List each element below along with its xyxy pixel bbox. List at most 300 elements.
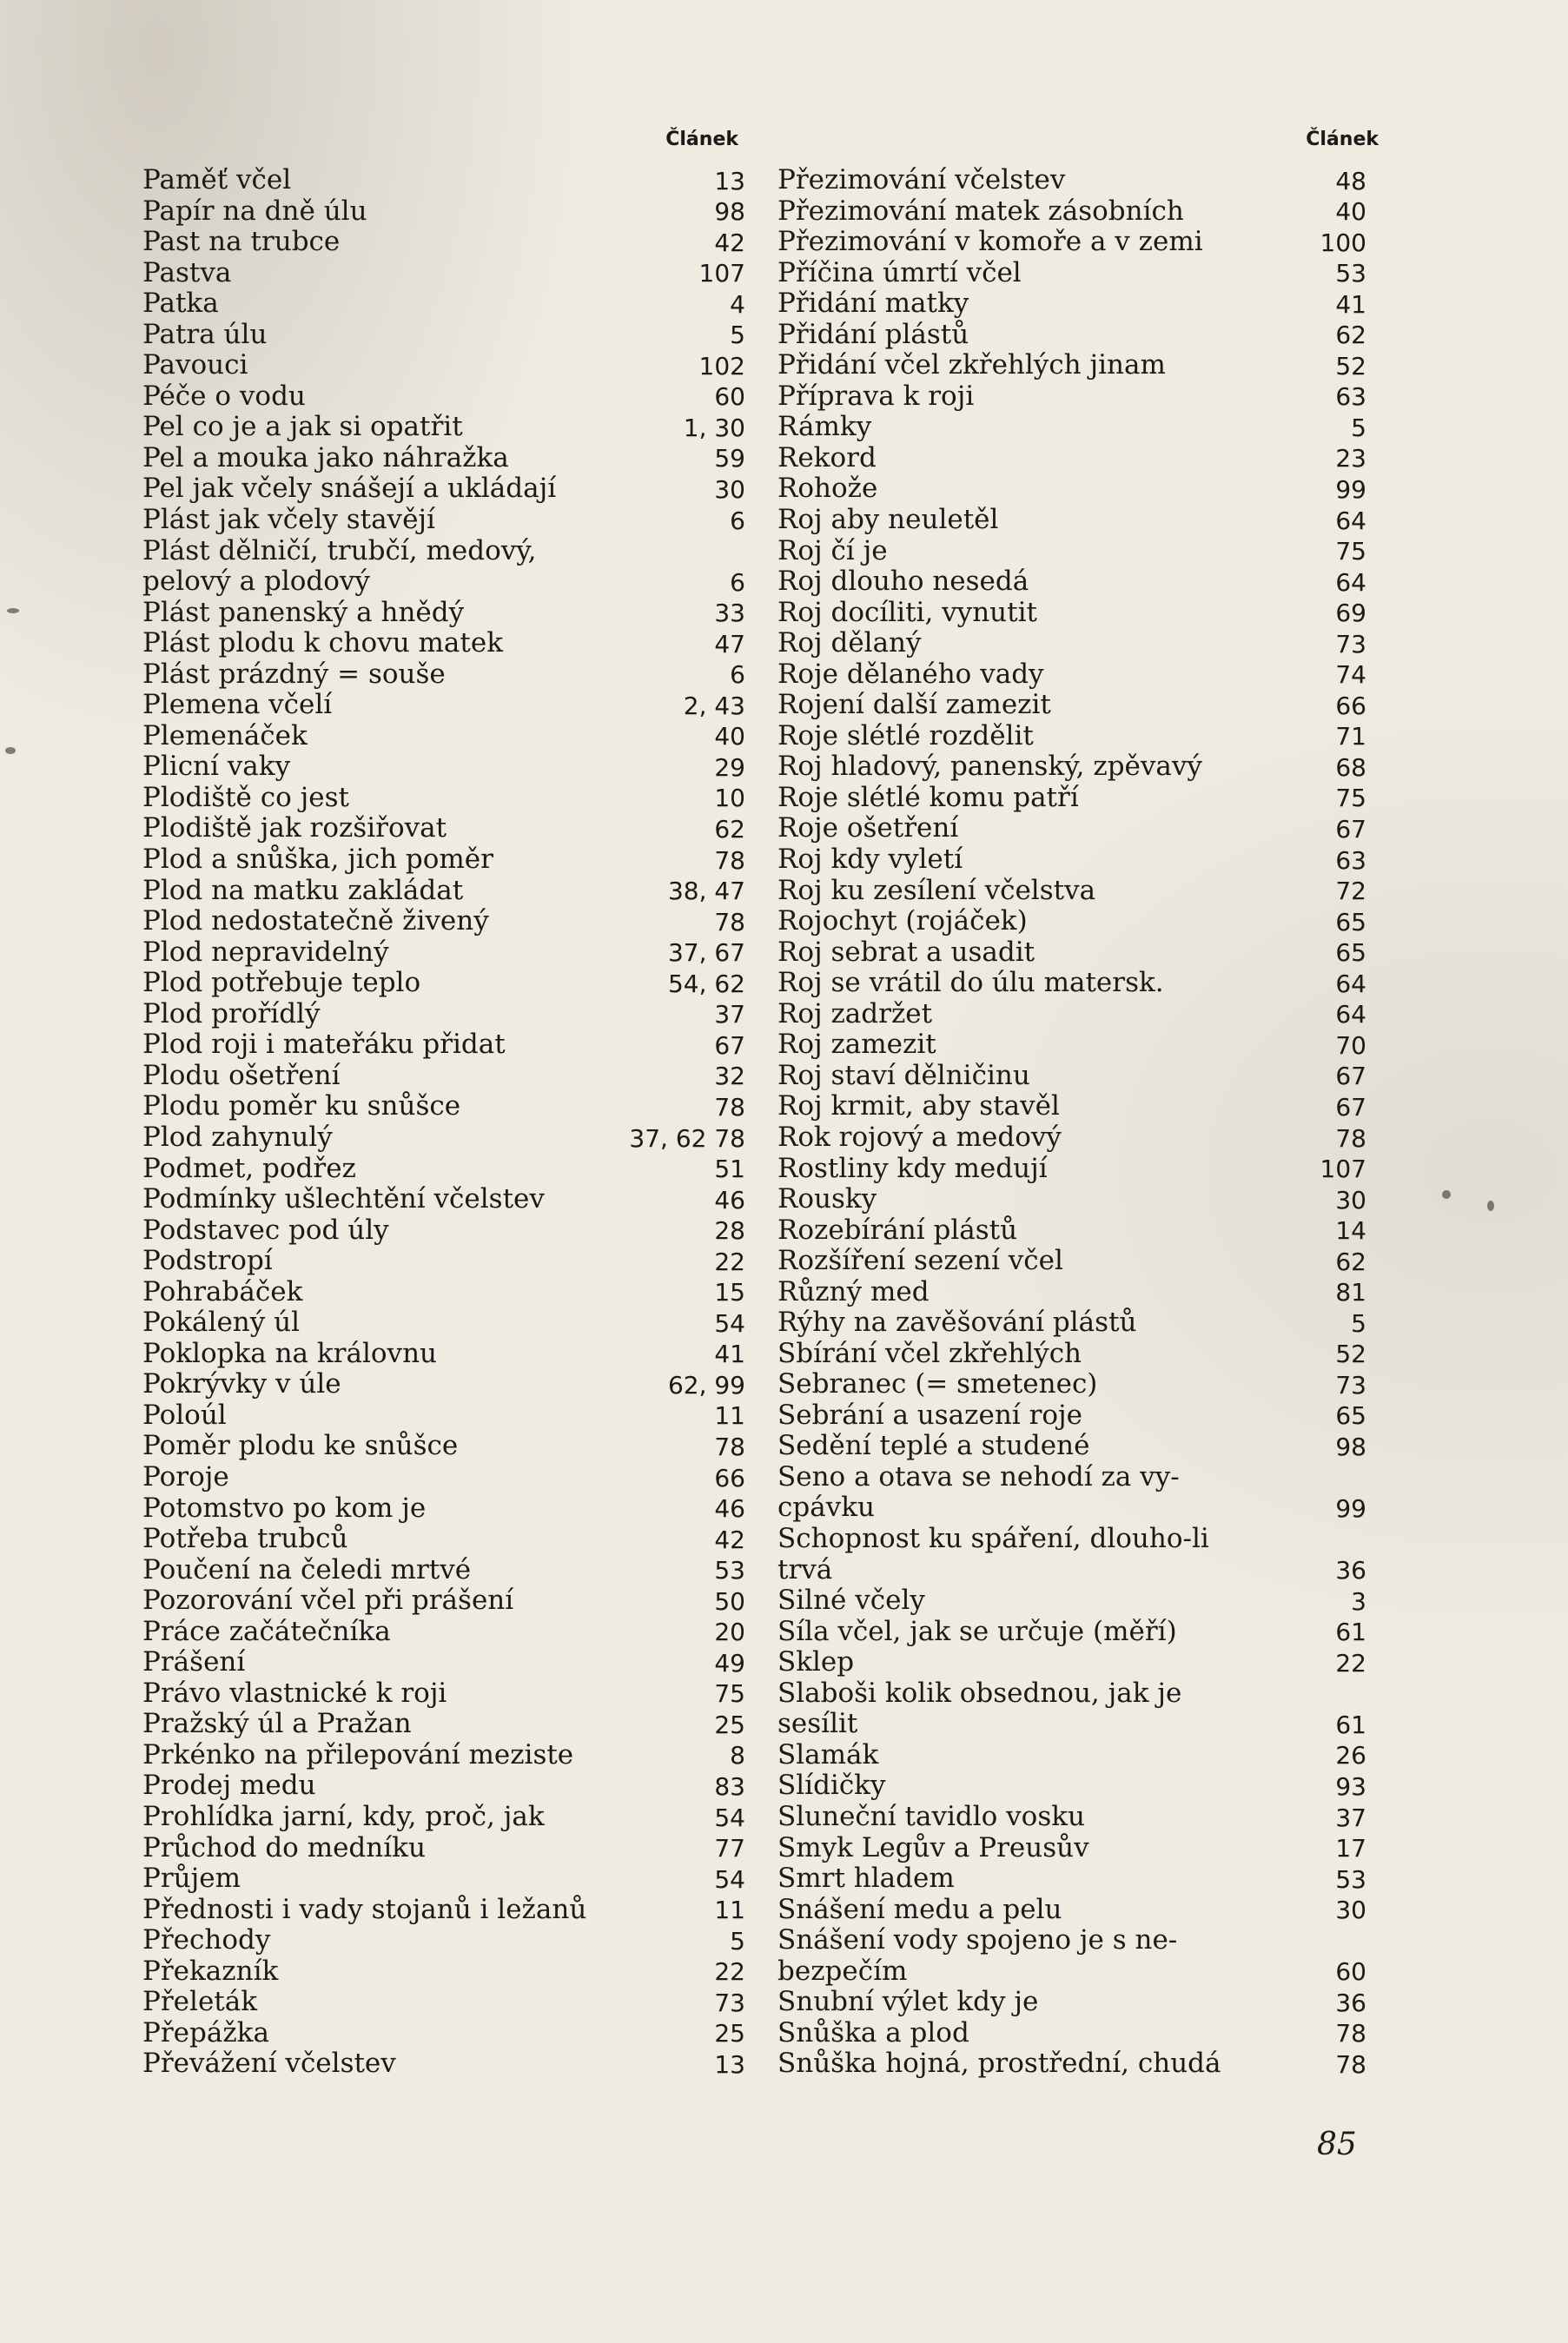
index-entry [777, 196, 1366, 228]
entry-term: Sklep [777, 1646, 855, 1678]
index-entry [142, 628, 745, 659]
entry-article-number: 48 [1335, 166, 1366, 195]
index-entry [777, 1184, 1366, 1215]
entry-term: Rousky [777, 1183, 877, 1215]
index-entry [777, 721, 1366, 752]
entry-article-number: 42 [714, 1525, 745, 1554]
entry-article-number: 59 [714, 444, 745, 473]
ink-smudge [1487, 1201, 1494, 1211]
entry-term: Rojochyt (rojáček) [777, 905, 1028, 937]
entry-article-number: 32 [714, 1062, 745, 1091]
entry-term: Slídičky [777, 1770, 886, 1802]
entry-article-number: 67 [1335, 1062, 1366, 1091]
entry-term: Snůška hojná, prostřední, chudá [777, 2048, 1221, 2080]
entry-article-number: 98 [714, 197, 745, 227]
entry-term: Roj krmit, aby stavěl [777, 1090, 1060, 1122]
entry-term: Rámky [777, 411, 872, 443]
entry-article-number: 52 [1335, 351, 1366, 381]
index-entry [777, 598, 1366, 629]
entry-term: Pokrývky v úle [142, 1368, 341, 1400]
index-entry [777, 876, 1366, 907]
entry-term: Pel co je a jak si opatřit [142, 411, 463, 443]
entry-article-number: 73 [1335, 629, 1366, 659]
index-entry [142, 1833, 745, 1864]
index-entry [142, 1956, 745, 1988]
index-entry [142, 844, 745, 876]
index-entry [777, 381, 1366, 413]
entry-article-number: 17 [1335, 1834, 1366, 1863]
entry-article-number: 78 [1335, 2049, 1366, 2079]
entry-term: Schopnost ku spáření, dlouho-li trvá [777, 1523, 1209, 1585]
index-entry [777, 2048, 1366, 2080]
entry-term: Plemenáček [142, 719, 308, 751]
index-entry [777, 288, 1366, 320]
entry-article-number: 40 [1335, 197, 1366, 227]
entry-term: Slaboši kolik obsednou, jak je sesílit [777, 1677, 1182, 1740]
entry-article-number: 67 [714, 1030, 745, 1060]
index-entry [142, 1061, 745, 1092]
index-entry [142, 598, 745, 629]
index-entry [142, 999, 745, 1030]
entry-article-number: 99 [1335, 475, 1366, 505]
entry-term: Podstavec pod úly [142, 1214, 389, 1246]
entry-article-number: 72 [1335, 877, 1366, 906]
entry-article-number: 78 [714, 845, 745, 875]
index-entry [777, 1524, 1366, 1585]
index-entry [777, 350, 1366, 381]
index-entry [142, 1246, 745, 1277]
entry-term: Roje slétlé komu patří [777, 781, 1079, 813]
entry-term: Plást plodu k chovu matek [142, 627, 503, 659]
index-entry [777, 566, 1366, 598]
entry-article-number: 30 [1335, 1896, 1366, 1925]
entry-article-number: 53 [714, 1556, 745, 1585]
index-entry [777, 844, 1366, 876]
entry-article-number: 54 [714, 1864, 745, 1894]
entry-term: Poučení na čeledi mrtvé [142, 1553, 472, 1585]
entry-article-number: 2, 43 [683, 691, 745, 720]
index-entry [142, 1369, 745, 1400]
index-entry [142, 1029, 745, 1061]
entry-article-number: 53 [1335, 259, 1366, 288]
entry-term: Prohlídka jarní, kdy, proč, jak [142, 1800, 545, 1832]
entry-article-number: 20 [714, 1618, 745, 1647]
entry-article-number: 37 [714, 1000, 745, 1029]
entry-article-number: 14 [1335, 1216, 1366, 1246]
index-entry [777, 1678, 1366, 1740]
index-entry [777, 1863, 1366, 1895]
entry-term: Překazník [142, 1955, 279, 1987]
entry-term: Průchod do medníku [142, 1831, 426, 1863]
index-entry [142, 1184, 745, 1215]
entry-article-number: 46 [714, 1185, 745, 1215]
entry-term: Roj sebrat a usadit [777, 936, 1035, 968]
entry-term: Přeleták [142, 1986, 258, 2018]
entry-article-number: 11 [714, 1401, 745, 1431]
entry-article-number: 37, 62 78 [629, 1123, 745, 1153]
entry-article-number: 41 [1335, 289, 1366, 319]
entry-article-number: 33 [714, 599, 745, 628]
entry-article-number: 54 [714, 1308, 745, 1338]
entry-term: Paměť včel [142, 164, 292, 195]
index-entry [142, 196, 745, 228]
entry-term: Sluneční tavidlo vosku [777, 1800, 1086, 1832]
index-entry [777, 1987, 1366, 2018]
entry-article-number: 50 [714, 1586, 745, 1616]
entry-article-number: 99 [1335, 1494, 1366, 1524]
entry-term: Pastva [142, 256, 232, 288]
entry-list [777, 165, 1366, 2080]
entry-article-number: 98 [1335, 1432, 1366, 1461]
entry-article-number: 54, 62 [667, 969, 745, 998]
index-entry [777, 937, 1366, 969]
index-entry [777, 165, 1366, 196]
entry-article-number: 78 [714, 1092, 745, 1122]
index-entry [777, 628, 1366, 659]
entry-article-number: 65 [1335, 1401, 1366, 1431]
entry-article-number: 63 [1335, 382, 1366, 412]
index-entry [142, 258, 745, 289]
entry-article-number: 36 [1335, 1988, 1366, 2017]
entry-article-number: 66 [1335, 691, 1366, 720]
entry-term: Roje slétlé rozdělit [777, 719, 1034, 751]
entry-article-number: 77 [714, 1834, 745, 1863]
entry-article-number: 67 [1335, 815, 1366, 844]
entry-article-number: 51 [714, 1155, 745, 1184]
entry-term: Patra úlu [142, 318, 268, 350]
entry-term: Pel a mouka jako náhražka [142, 441, 509, 473]
entry-term: Plodiště co jest [142, 781, 349, 813]
entry-article-number: 46 [714, 1494, 745, 1524]
index-entry [777, 1061, 1366, 1092]
entry-term: Sebranec (= smetenec) [777, 1368, 1098, 1400]
index-entry [777, 1617, 1366, 1648]
entry-term: Podmet, podřez [142, 1152, 356, 1184]
entry-term: Poroje [142, 1460, 229, 1493]
entry-article-number: 74 [1335, 660, 1366, 690]
entry-term: Roj docíliti, vynutit [777, 596, 1037, 628]
entry-term: Smyk Legův a Preusův [777, 1831, 1089, 1863]
entry-term: Roj aby neuletěl [777, 504, 999, 536]
entry-article-number: 26 [1335, 1741, 1366, 1770]
entry-term: Seno a otava se nehodí za vy- cpávku [777, 1460, 1180, 1524]
entry-article-number: 5 [1351, 413, 1366, 442]
entry-term: Příčina úmrtí včel [777, 256, 1022, 288]
index-entry [142, 2048, 745, 2080]
entry-term: Rozebírání plástů [777, 1214, 1018, 1246]
entry-term: Roje dělaného vady [777, 658, 1044, 690]
entry-term: Roj zamezit [777, 1029, 936, 1061]
entry-article-number: 30 [1335, 1185, 1366, 1215]
index-entry [777, 999, 1366, 1030]
entry-article-number: 65 [1335, 907, 1366, 937]
entry-term: Potomstvo po kom je [142, 1492, 427, 1524]
entry-article-number: 75 [1335, 784, 1366, 813]
entry-term: Roj kdy vyletí [777, 844, 963, 876]
entry-article-number: 65 [1335, 938, 1366, 968]
entry-article-number: 66 [714, 1463, 745, 1493]
entry-term: Snubní výlet kdy je [777, 1986, 1039, 2018]
index-entry [777, 968, 1366, 999]
entry-article-number: 25 [714, 1710, 745, 1739]
entry-term: Rok rojový a medový [777, 1121, 1062, 1153]
entry-term: Přidání matky [777, 288, 969, 320]
entry-term: Papír na dně úlu [142, 195, 367, 227]
entry-term: Přidání plástů [777, 318, 969, 350]
entry-term: Přepážka [142, 2016, 269, 2048]
entry-term: Smrt hladem [777, 1863, 955, 1895]
entry-article-number: 71 [1335, 722, 1366, 751]
entry-article-number: 41 [714, 1340, 745, 1369]
entry-term: Plodu poměr ku snůšce [142, 1090, 461, 1122]
index-entry [142, 876, 745, 907]
ink-smudge [5, 747, 16, 754]
entry-term: Podmínky ušlechtění včelstev [142, 1183, 545, 1215]
index-entry [142, 1740, 745, 1771]
entry-article-number: 62, 99 [667, 1370, 745, 1400]
index-entry [142, 1431, 745, 1462]
index-entry [777, 1740, 1366, 1771]
index-entry [142, 350, 745, 381]
index-entry [777, 1215, 1366, 1247]
entry-term: Roj zadržet [777, 997, 933, 1029]
index-entry [777, 1925, 1366, 1987]
entry-term: Roj čí je [777, 534, 888, 566]
entry-article-number: 63 [1335, 845, 1366, 875]
entry-term: Rostliny kdy medují [777, 1152, 1048, 1184]
entry-article-number: 38, 47 [667, 877, 745, 906]
index-entry [142, 1493, 745, 1525]
index-entry [142, 505, 745, 536]
index-entry [142, 1215, 745, 1247]
entry-article-number: 3 [1351, 1586, 1366, 1616]
entry-term: Síla včel, jak se určuje (měří) [777, 1615, 1177, 1647]
entry-article-number: 107 [1320, 1155, 1366, 1184]
entry-article-number: 81 [1335, 1278, 1366, 1307]
entry-term: Prášení [142, 1646, 246, 1678]
entry-article-number: 53 [1335, 1864, 1366, 1894]
entry-term: Slamák [777, 1738, 879, 1770]
entry-article-number: 4 [730, 289, 745, 319]
index-entry [777, 443, 1366, 474]
entry-article-number: 6 [730, 567, 745, 597]
index-entry [142, 1987, 745, 2018]
entry-article-number: 83 [714, 1771, 745, 1801]
entry-article-number: 6 [730, 506, 745, 535]
entry-term: Péče o vodu [142, 380, 306, 412]
entry-article-number: 6 [730, 660, 745, 690]
index-entry [142, 381, 745, 413]
entry-article-number: 64 [1335, 1000, 1366, 1029]
entry-term: Pražský úl a Pražan [142, 1708, 412, 1740]
entry-article-number: 100 [1320, 228, 1366, 257]
entry-article-number: 61 [1335, 1710, 1366, 1739]
entry-article-number: 64 [1335, 969, 1366, 998]
entry-term: Plod na matku zakládat [142, 874, 464, 906]
index-entry [777, 1122, 1366, 1154]
index-entry [142, 227, 745, 258]
entry-term: Pel jak včely snášejí a ukládají [142, 473, 557, 505]
index-entry [777, 1895, 1366, 1926]
entry-term: Pokálený úl [142, 1307, 301, 1339]
index-entry [142, 1617, 745, 1648]
entry-term: Potřeba trubců [142, 1523, 348, 1555]
index-entry [142, 536, 745, 598]
entry-article-number: 62 [714, 815, 745, 844]
entry-term: Rohože [777, 473, 878, 505]
entry-list [142, 165, 745, 2080]
entry-term: Rekord [777, 441, 877, 473]
entry-term: Plást panenský a hnědý [142, 596, 465, 628]
entry-article-number: 15 [714, 1278, 745, 1307]
entry-term: Roje ošetření [777, 812, 959, 844]
entry-article-number: 64 [1335, 506, 1366, 535]
index-entry [142, 906, 745, 937]
entry-term: Průjem [142, 1863, 241, 1895]
entry-term: Plod prořídlý [142, 997, 321, 1029]
index-entry [777, 783, 1366, 814]
index-entry [777, 412, 1366, 443]
index-entry [142, 1925, 745, 1956]
entry-term: Práce začátečníka [142, 1615, 391, 1647]
entry-term: Pozorování včel při prášení [142, 1585, 514, 1617]
entry-article-number: 13 [714, 166, 745, 195]
entry-article-number: 42 [714, 228, 745, 257]
entry-term: Plást jak včely stavějí [142, 504, 435, 536]
entry-article-number: 64 [1335, 567, 1366, 597]
index-entry [777, 1307, 1366, 1339]
entry-term: Prkénko na přilepování meziste [142, 1738, 574, 1770]
index-entry [142, 1091, 745, 1122]
entry-term: Plodiště jak rozšiřovat [142, 812, 447, 844]
entry-term: Poklopka na královnu [142, 1337, 438, 1369]
entry-article-number: 69 [1335, 599, 1366, 628]
index-entry [142, 443, 745, 474]
entry-term: Plást prázdný = souše [142, 658, 446, 690]
index-entry [777, 473, 1366, 505]
index-entry [777, 505, 1366, 536]
index-entry [777, 1833, 1366, 1864]
entry-term: Různý med [777, 1275, 930, 1307]
index-entry [142, 751, 745, 783]
index-entry [777, 1431, 1366, 1462]
entry-term: Snášení vody spojeno je s ne- bezpečím [777, 1924, 1178, 1987]
entry-article-number: 73 [714, 1988, 745, 2017]
index-entry [142, 690, 745, 721]
index-entry [777, 906, 1366, 937]
entry-article-number: 29 [714, 752, 745, 782]
index-entry [142, 1524, 745, 1555]
index-entry [777, 320, 1366, 351]
entry-term: Plodu ošetření [142, 1059, 341, 1091]
entry-article-number: 30 [714, 475, 745, 505]
index-entry [777, 1277, 1366, 1308]
entry-article-number: 23 [1335, 444, 1366, 473]
index-entry [142, 1802, 745, 1833]
entry-term: Převážení včelstev [142, 2048, 396, 2080]
index-entry [777, 1246, 1366, 1277]
index-entry [777, 1802, 1366, 1833]
index-entry [777, 690, 1366, 721]
entry-term: Snůška a plod [777, 2016, 969, 2048]
index-entry [142, 1555, 745, 1586]
entry-article-number: 22 [714, 1957, 745, 1987]
entry-term: Rýhy na zavěšování plástů [777, 1307, 1137, 1339]
entry-article-number: 54 [714, 1803, 745, 1832]
index-entry [777, 227, 1366, 258]
entry-article-number: 25 [714, 2019, 745, 2048]
entry-article-number: 40 [714, 722, 745, 751]
entry-article-number: 61 [1335, 1618, 1366, 1647]
entry-term: Plemena včelí [142, 689, 333, 721]
index-entry [142, 1462, 745, 1493]
index-entry [777, 1400, 1366, 1432]
entry-term: Plást dělničí, trubčí, medový, pelový a plodový [142, 534, 537, 598]
entry-term: Rojení další zamezit [777, 689, 1051, 721]
entry-term: Roj hladový, panenský, zpěvavý [777, 751, 1202, 783]
entry-term: Přednosti i vady stojanů i ležanů [142, 1893, 587, 1925]
index-entry [777, 1091, 1366, 1122]
entry-term: Přidání včel zkřehlých jinam [777, 349, 1166, 381]
index-entry [142, 1647, 745, 1678]
index-entry [142, 1122, 745, 1154]
index-entry [142, 2018, 745, 2049]
index-entry [142, 1678, 745, 1710]
index-entry [142, 1339, 745, 1370]
index-entry [142, 937, 745, 969]
entry-term: Sedění teplé a studené [777, 1430, 1090, 1462]
entry-term: Poloúl [142, 1399, 227, 1431]
index-entry [142, 1863, 745, 1895]
entry-term: Plod zahynulý [142, 1121, 333, 1153]
index-entry [777, 258, 1366, 289]
entry-article-number: 62 [1335, 321, 1366, 350]
entry-term: Právo vlastnické k roji [142, 1677, 447, 1709]
entry-term: Past na trubce [142, 226, 341, 258]
entry-article-number: 78 [1335, 2019, 1366, 2048]
index-entry [142, 288, 745, 320]
index-entry [777, 1585, 1366, 1617]
entry-term: Sbírání včel zkřehlých [777, 1337, 1082, 1369]
entry-term: Přezimování včelstev [777, 164, 1066, 195]
entry-term: Podstropí [142, 1245, 273, 1277]
entry-term: Prodej medu [142, 1770, 316, 1802]
index-entry [777, 1647, 1366, 1678]
index-entry [142, 412, 745, 443]
entry-article-number: 78 [1335, 1123, 1366, 1153]
index-entry [142, 1154, 745, 1185]
entry-term: Roj dlouho nesedá [777, 566, 1029, 598]
entry-article-number: 22 [1335, 1648, 1366, 1678]
entry-article-number: 70 [1335, 1030, 1366, 1060]
ink-smudge [1442, 1190, 1451, 1199]
entry-term: Pavouci [142, 349, 248, 381]
entry-term: Přezimování v komoře a v zemi [777, 226, 1203, 258]
entry-article-number: 8 [730, 1741, 745, 1770]
column-header: Článek [1306, 129, 1379, 150]
entry-article-number: 60 [714, 382, 745, 412]
entry-term: Patka [142, 288, 219, 320]
index-entry [142, 783, 745, 814]
index-entry [142, 721, 745, 752]
index-entry [142, 1709, 745, 1740]
entry-term: Roj dělaný [777, 627, 922, 659]
entry-article-number: 36 [1335, 1556, 1366, 1585]
entry-article-number: 49 [714, 1648, 745, 1678]
entry-term: Přezimování matek zásobních [777, 195, 1184, 227]
entry-article-number: 5 [730, 1926, 745, 1956]
index-entry [777, 2018, 1366, 2049]
